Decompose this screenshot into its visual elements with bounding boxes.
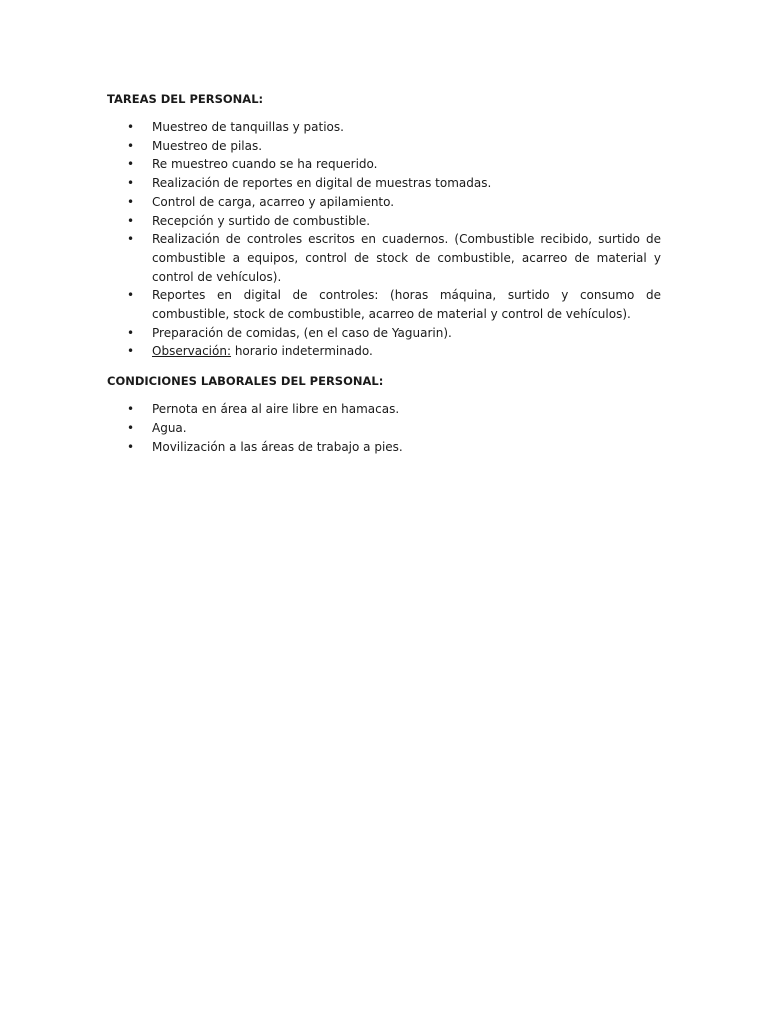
bullet-icon: • [127,194,135,209]
tareas-heading: TAREAS DEL PERSONAL: [107,92,264,106]
bullet-icon: • [127,288,135,303]
condiciones-list [107,400,661,456]
list-item: • Movilización a las áreas de trabajo a pies. [107,438,661,457]
bullet-icon: • [127,325,135,340]
list-item: • Pernota en área al aire libre en hamacas. [107,400,661,419]
bullet-icon: • [127,232,135,247]
bullet-icon: • [127,157,135,172]
list-item: • Agua. [107,419,661,438]
list-item: • Realización de reportes en digital de muestras tomadas. [107,174,661,193]
tareas-list [107,118,661,361]
document-content [107,90,661,467]
observacion-text: horario indeterminado. [231,344,373,359]
bullet-icon: • [127,213,135,228]
bullet-icon: • [127,402,135,417]
list-item: • Muestreo de pilas. [107,137,661,156]
observacion-item [107,342,661,361]
bullet-icon: • [127,120,135,134]
list-item: • Control de carga, acarreo y apilamiento. [107,193,661,212]
list-item: • Reportes en digital de controles: (horas máquina, surtido y consumo de combustible, stock de combustible, acarreo de material y control de vehículos). [127,288,661,322]
bullet-icon: • [127,176,135,191]
list-item: • Re muestreo cuando se ha requerido. [107,155,661,174]
list-item: • Recepción y surtido de combustible. [107,212,661,231]
list-item: • Realización de controles escritos en cuadernos. (Combustible recibido, surtido de combustible a equipos, control de stock de combustible, acarreo de material y control de vehículos). [127,232,661,284]
condiciones-heading: CONDICIONES LABORALES DEL PERSONAL: [107,374,384,389]
bullet-icon: • [127,439,135,454]
bullet-icon: • [127,420,135,435]
list-item: • Preparación de comidas, (en el caso de Yaguarin). [107,324,661,343]
observacion-label: Observación: [152,344,232,359]
bullet-icon: • [127,138,135,153]
bullet-icon: • [127,344,135,359]
list-item: • Muestreo de tanquillas y patios. [107,118,661,137]
